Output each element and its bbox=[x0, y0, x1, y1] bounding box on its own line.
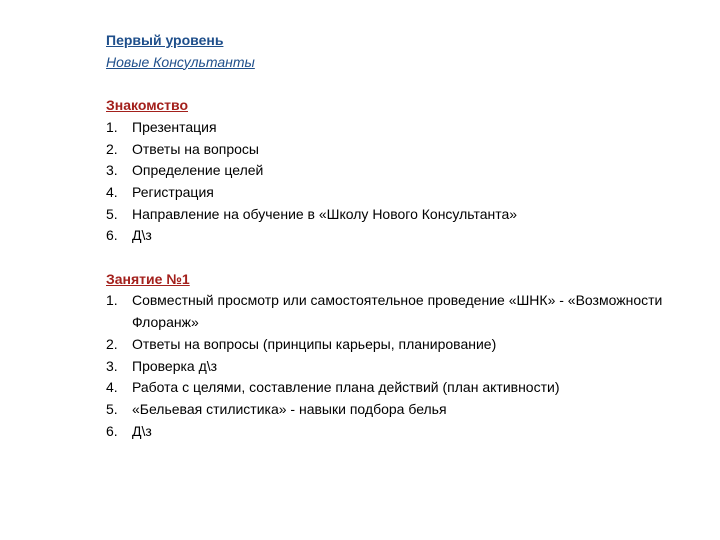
list-item-number: 2. bbox=[106, 140, 118, 157]
page-title[interactable]: Первый уровень bbox=[106, 32, 224, 48]
list-item-text: Регистрация bbox=[132, 183, 214, 200]
list-item-text: Ответы на вопросы bbox=[132, 140, 259, 157]
list-item-text: «Бельевая стилистика» - навыки подбора белья bbox=[132, 400, 447, 417]
list-item-text: Ответы на вопросы (принципы карьеры, планирование) bbox=[132, 335, 497, 352]
list-item-number: 2. bbox=[106, 335, 118, 352]
list-item-number: 3. bbox=[106, 357, 118, 374]
section-acquaintance bbox=[106, 95, 696, 247]
list-item bbox=[106, 377, 696, 399]
list-item bbox=[106, 182, 696, 204]
list-item-number: 1. bbox=[106, 292, 118, 309]
list-item-text: Определение целей bbox=[132, 162, 264, 179]
list-item bbox=[106, 334, 696, 356]
list-item-text: Презентация bbox=[132, 118, 217, 135]
list-item-number: 6. bbox=[106, 227, 118, 244]
list-item-text: Направление на обучение в «Школу Нового Консультанта» bbox=[132, 205, 518, 222]
list-item-text: Проверка д\з bbox=[132, 357, 218, 374]
page-subtitle[interactable]: Новые Консультанты bbox=[106, 53, 255, 70]
list-item-number: 5. bbox=[106, 205, 118, 222]
numbered-list bbox=[106, 290, 696, 442]
list-item bbox=[106, 139, 696, 161]
list-item-number: 5. bbox=[106, 400, 118, 417]
list-item bbox=[106, 290, 696, 333]
list-item bbox=[106, 421, 696, 443]
list-item-number: 1. bbox=[106, 118, 118, 135]
document-body bbox=[106, 30, 696, 442]
list-item-text: Совместный просмотр или самостоятельное проведение «ШНК» - «Возможности Флоранж» bbox=[132, 292, 663, 331]
list-item-text: Работа с целями, составление плана действий (план активности) bbox=[132, 379, 560, 396]
numbered-list bbox=[106, 117, 696, 247]
list-item-text: Д\з bbox=[132, 227, 152, 244]
list-item-text: Д\з bbox=[132, 422, 152, 439]
list-item bbox=[106, 204, 696, 226]
list-item bbox=[106, 356, 696, 378]
list-item bbox=[106, 117, 696, 139]
section-heading[interactable]: Знакомство bbox=[106, 97, 188, 114]
list-item-number: 6. bbox=[106, 422, 118, 439]
list-item bbox=[106, 225, 696, 247]
list-item-number: 3. bbox=[106, 162, 118, 179]
list-item bbox=[106, 160, 696, 182]
list-item bbox=[106, 399, 696, 421]
list-item-number: 4. bbox=[106, 183, 118, 200]
list-item-number: 4. bbox=[106, 379, 118, 396]
section-heading[interactable]: Занятие №1 bbox=[106, 270, 190, 287]
section-lesson-1 bbox=[106, 269, 696, 443]
